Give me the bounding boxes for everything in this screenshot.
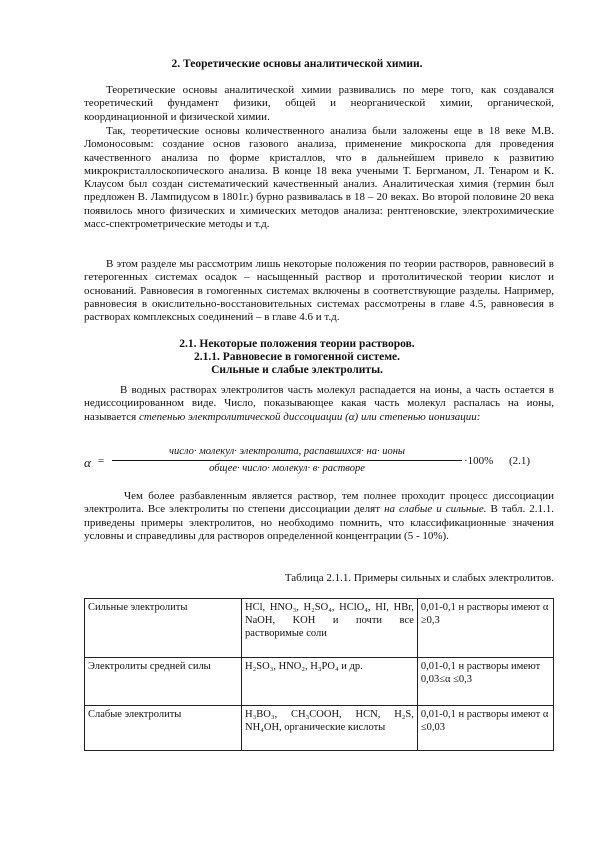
section-heading: 2. Теоретические основы аналитической химии. xyxy=(171,58,423,70)
formula-number: (2.1) xyxy=(509,455,531,467)
paragraph-dissociation xyxy=(84,384,554,424)
subsubsection-heading: 2.1.1. Равновесие в гомогенной системе. xyxy=(193,351,401,363)
electrolytes-table xyxy=(84,598,554,751)
table-row xyxy=(85,658,554,706)
table-cell-examples: HCl, HNO₃, H₂SO₄, HClO₄, HI, HBr, NaOH, KOH и почти все растворимые соли xyxy=(242,599,418,658)
table-cell-category: Слабые электролиты xyxy=(85,706,242,751)
paragraph-dissociation-text: В водных растворах электролитов часть молекул распадается на ионы, а часть остается в недиссоциированном виде. Число, показывающее какая часть молекул распалась на ионы, называется xyxy=(84,384,554,423)
formula-equals: = xyxy=(98,455,105,467)
subsection-heading: 2.1. Некоторые положения теории растворов. xyxy=(179,338,415,350)
formula-alpha: α xyxy=(84,455,91,470)
table-cell-condition: 0,01-0,1 н растворы имеют α ≥0,3 xyxy=(417,599,553,658)
paragraph-classification-term: на слабые и сильные. xyxy=(384,503,487,516)
formula-numerator: число· молекул· электролита, распавшихся· на· ионы xyxy=(168,446,406,457)
paragraph-history: Так, теоретические основы количественного анализа были заложены еще в 18 веке М.В. Ломоносовым: создание основ газового анализа, применение микроскопа для проведения качественного анализа по форме кристаллов, что в дальнейшем привело к развитию микрокристаллоскопического анализа. В конце 18 века учеными Т. Бергманом, Л. Тенаром и К. Клаусом был создан систематический качественный анализ. Аналитическая химия (термин был предложен В. Лампидусом в 1801г.) бурно развивалась в 18 – 20 веках. Во второй половине 20 века появилось много физических и химических методов анализа: рентгеновские, электрохимические масс-спектрометрические методы и т.д. xyxy=(84,125,554,231)
paragraph-scope: В этом разделе мы рассмотрим лишь некоторые положения по теории растворов, равновесий в гетерогенных системах осадок – насыщенный раствор и протолитической теории кислот и оснований. Равновесия в гомогенных системах включены в соответствующие разделы. Например, равновесия в окислительно-восстановительных системах рассмотрены в главе 4.5, равновесия в растворах комплексных соединений – в главе 4.6 и т.д. xyxy=(84,258,554,324)
table-row xyxy=(85,706,554,751)
paragraph-classification-end: В табл. 2.1.1. приведены примеры электролитов, но необходимо помнить, что классификационные значения условны и справедливы для растворов определенной концентрации (5 - 10%). xyxy=(84,503,554,542)
table-caption: Таблица 2.1.1. Примеры сильных и слабых электролитов. xyxy=(284,572,554,584)
paragraph-dissociation-term: степенью электролитической диссоциации (α) или степенью ионизации: xyxy=(138,410,481,423)
formula-multiplier: ·100% xyxy=(464,455,494,467)
formula-denominator: общее· число· молекул· в· растворе xyxy=(209,463,365,474)
table-cell-examples: H₃BO₃, CH₃COOH, HCN, H₂S, NH₄OH, органические кислоты xyxy=(242,706,418,751)
fraction-bar xyxy=(112,460,462,461)
paragraph-classification-text: Чем более разбавленным является раствор, тем полнее проходит процесс диссоциации электролита. Все электролиты по степени диссоциации делят xyxy=(84,490,554,516)
table-cell-category: Сильные электролиты xyxy=(85,599,242,658)
formula-2-1 xyxy=(84,446,554,478)
topic-heading: Сильные и слабые электролиты. xyxy=(211,364,383,376)
table-cell-condition: 0,01-0,1 н растворы имеют α ≤0,03 xyxy=(417,706,553,751)
table-cell-condition: 0,01-0,1 н растворы имеют 0,03≤α ≤0,3 xyxy=(417,658,553,706)
table-cell-examples: H₂SO₃, HNO₂, H₃PO₄ и др. xyxy=(242,658,418,706)
table-cell-category: Электролиты средней силы xyxy=(85,658,242,706)
paragraph-classification xyxy=(84,490,554,543)
table-row xyxy=(85,599,554,658)
paragraph-intro: Теоретические основы аналитической химии развивались по мере того, как создавался теоретический фундамент физики, общей и неорганической химии, органической, координационной и физической химии. xyxy=(84,84,554,123)
